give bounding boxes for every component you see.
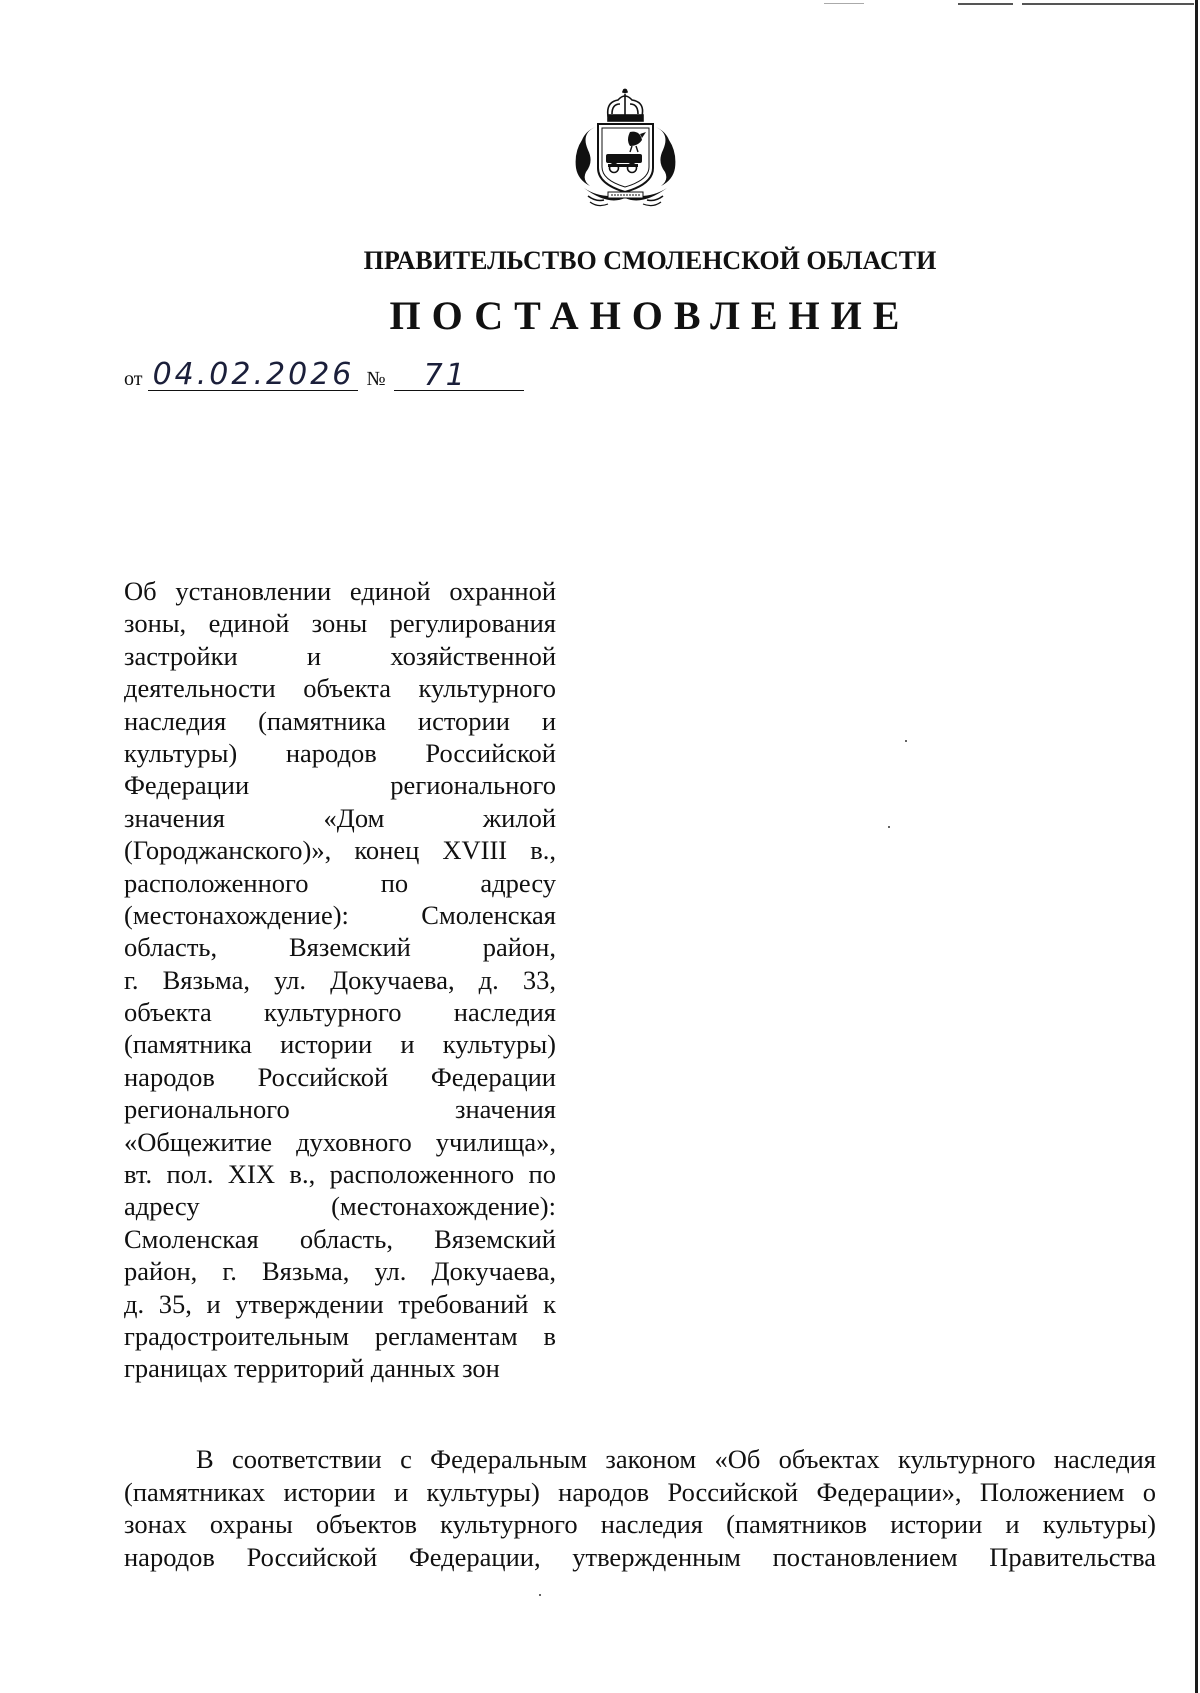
subject-line: застройки и хозяйственной [124, 640, 556, 671]
subject-line: «Общежитие духовного училища», [124, 1126, 556, 1157]
document-body [124, 1443, 1156, 1573]
government-title: ПРАВИТЕЛЬСТВО СМОЛЕНСКОЙ ОБЛАСТИ [363, 246, 937, 275]
subject-line: культуры) народов Российской [124, 737, 556, 768]
top-rule-segment [958, 3, 1013, 5]
subject-line: народов Российской Федерации [124, 1061, 556, 1092]
subject-line: район, г. Вязьма, ул. Докучаева, [124, 1256, 556, 1287]
subject-line: градостроительным регламентам в [124, 1320, 556, 1351]
scan-speck [905, 740, 907, 742]
scan-speck [539, 1594, 541, 1596]
subject-line: расположенного по адресу [124, 867, 556, 898]
subject-line: Об установлении единой охранной [124, 576, 556, 606]
subject-line: объекта культурного наследия [124, 997, 556, 1028]
body-line: народов Российской Федерации, утвержденным постановлением Правительства [124, 1541, 1156, 1572]
subject-line: вт. пол. XIX в., расположенного по [124, 1159, 556, 1190]
subject-line: регионального значения [124, 1094, 556, 1125]
subject-line: (Городжанского)», конец XVIII в., [124, 835, 556, 866]
handwritten-date: 04.02.2026 [148, 360, 358, 391]
top-rule-segment [824, 3, 864, 4]
subject-line: зоны, единой зоны регулирования [124, 608, 556, 639]
subject-line: Федерации регионального [124, 770, 556, 801]
subject-line: деятельности объекта культурного [124, 673, 556, 704]
body-line: В соответствии с Федеральным законом «Об объектах культурного наследия [196, 1444, 1156, 1474]
subject-line: адресу (местонахождение): [124, 1191, 556, 1222]
number-label: № [366, 368, 386, 390]
top-rule-segment [1022, 3, 1194, 5]
subject-line: д. 35, и утверждении требований к [124, 1288, 556, 1319]
document-type-title: ПОСТАНОВЛЕНИЕ [389, 293, 911, 338]
subject-line: Смоленская область, Вяземский [124, 1223, 556, 1254]
subject-line: г. Вязьма, ул. Докучаева, д. 33, [124, 964, 556, 995]
handwritten-number: 71 [394, 361, 524, 391]
document-subject [124, 575, 556, 1385]
subject-line: (памятника истории и культуры) [124, 1029, 556, 1060]
date-label: от [124, 368, 143, 390]
body-line: зонах охраны объектов культурного наследия (памятников истории и культуры) [124, 1509, 1156, 1539]
scan-speck [888, 826, 890, 828]
document-date-number-line [124, 357, 524, 393]
smolensk-coat-of-arms-icon [568, 88, 683, 210]
subject-line: (местонахождение): Смоленская [124, 899, 556, 930]
subject-line: границах территорий данных зон [124, 1353, 500, 1384]
subject-line: наследия (памятника истории и [124, 705, 556, 736]
subject-line: область, Вяземский район, [124, 932, 556, 963]
subject-line: значения «Дом жилой [124, 802, 556, 833]
body-line: (памятниках истории и культуры) народов Российской Федерации», Положением о [124, 1476, 1156, 1507]
